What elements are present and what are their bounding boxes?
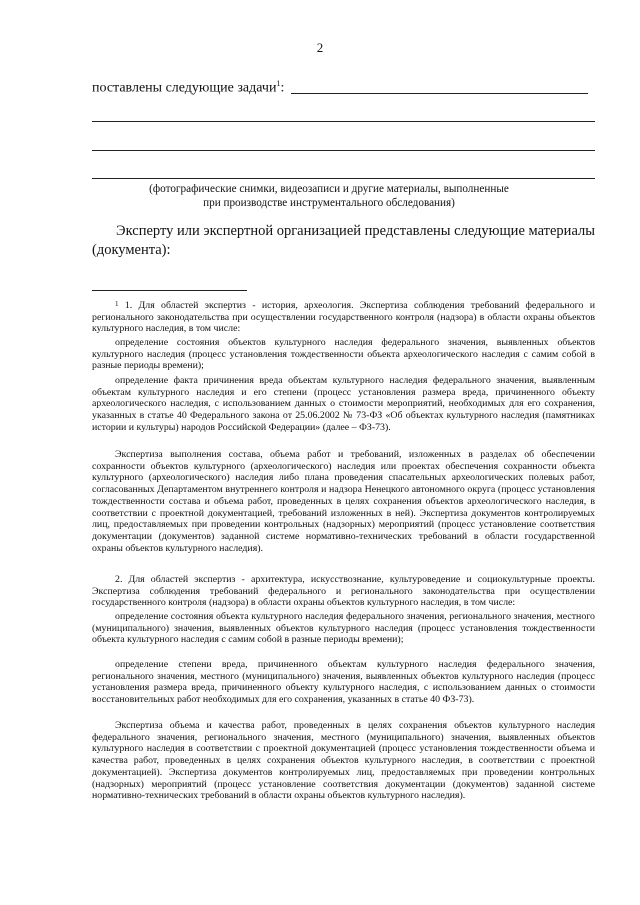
tasks-fill-line-1 [291,93,588,94]
footnote-paragraph-5: 2. Для областей экспертиз - архитектура, искусствознание, культуроведение и социокультурные проекты. Экспертиза соблюдения требований федерального и регионального законодательства при осуществлении государственного контроля (надзора) в области охраны объектов культурного наследия, в том числе: [92,574,595,609]
tasks-colon: : [280,80,285,96]
footnote-paragraph-6: определение состояния объекта культурного наследия федерального значения, регионального значения, местного (муниципального) значения, выявленных объектов культурного наследия (процесс установления тождественности объекта культурного наследия с самим собой в разные периоды времени); [92,611,595,646]
footnote-separator [92,290,247,291]
footnote-paragraph-1 [92,300,595,335]
tasks-label-text: поставлены следующие задачи [92,80,277,96]
materials-caption [92,182,566,211]
footnote-paragraph-7: определение степени вреда, причиненного объектам культурного наследия федерального значения, регионального значения, местного (муниципального) значения, выявленных объектов культурного наследия (процесс установления размера вреда, причиненного объекту культурного наследия, с использованием данных о стоимости восстановительных работ необходимых для его сохранения, указанных в статье 40 ФЗ-73). [92,659,595,706]
footnote-paragraph-8: Экспертиза объема и качества работ, проведенных в целях сохранения объектов культурного наследия федерального значения, регионального значения, местного (муниципального) значения, выявленных объектов культурного наследия в соответствии с проектной документацией (процесс установления тождественности объема и качества работ, проведенных в целях сохранения объектов культурного наследия, в соответствии с проектной документацией). Экспертиза документов контролируемых лиц, предоставляемых при проведении контрольных (надзорных) мероприятий (процесс установление соответствия документации (документов) заданной системе нормативно-технических требований в области охраны объектов культурного наследия). [92,720,595,802]
footnote-paragraph-3: определение факта причинения вреда объектам культурного наследия федерального значения, выявленным объектам культурного наследия и его степени (процесс установления размера вреда, причиненного объекту археологического наследия, с использованием данных о стоимости мероприятий, необходимых для его сохранения, указанных в статье 40 Федерального закона от 25.06.2002 № 73-ФЗ «Об объектах культурного наследия (памятниках истории и культуры) народов Российской Федерации» (далее – ФЗ-73). [92,375,595,433]
expert-materials-text: Эксперту или экспертной организацией представлены следующие материалы (документа): [92,223,595,258]
caption-line-2: при производстве инструментального обследования) [203,197,455,210]
tasks-fill-line-3 [92,150,595,151]
page-number: 2 [316,40,324,55]
tasks-fill-line-2 [92,121,595,122]
footnote-text-1: 1. Для областей экспертиз - история, археология. Экспертиза соблюдения требований федерального и регионального законодательства при осуществлении государственного контроля (надзора) в области охраны объектов культурного наследия, в том числе: [92,300,595,335]
footnote-reference: 1 [276,79,281,88]
footnote-mark: 1 [115,300,119,308]
footnote-paragraph-4: Экспертиза выполнения состава, объема работ и требований, изложенных в разделах об обеспечении сохранности объектов культурного (археологического) наследия или проектах обеспечения сохранности объекта культурного (археологического) наследия либо плана проведения спасательных археологических полевых работ, согласованных Департаментом внутреннего контроля и надзора Ненецкого автономного округа (процесс установления тождественности состава и объема работ, проведенных в целях сохранения объектов археологического наследия, в соответствии с проектной документацией, требований изложенных в ней). Экспертиза документов контролируемых лиц, предоставляемых при проведении контрольных (надзорных) мероприятий (процесс установление соответствия документации (документов) заданной системе нормативно-технических требований в области государственной охраны объектов культурного наследия). [92,449,595,554]
tasks-fill-line-4 [92,178,595,179]
tasks-label [92,79,284,97]
caption-line-1: (фотографические снимки, видеозаписи и другие материалы, выполненные [149,183,509,195]
footnote-paragraph-2: определение состояния объектов культурного наследия федерального значения, выявленных объектов культурного наследия (процесс установления тождественности объекта археологического наследия с самим собой в разные периоды времени); [92,337,595,372]
